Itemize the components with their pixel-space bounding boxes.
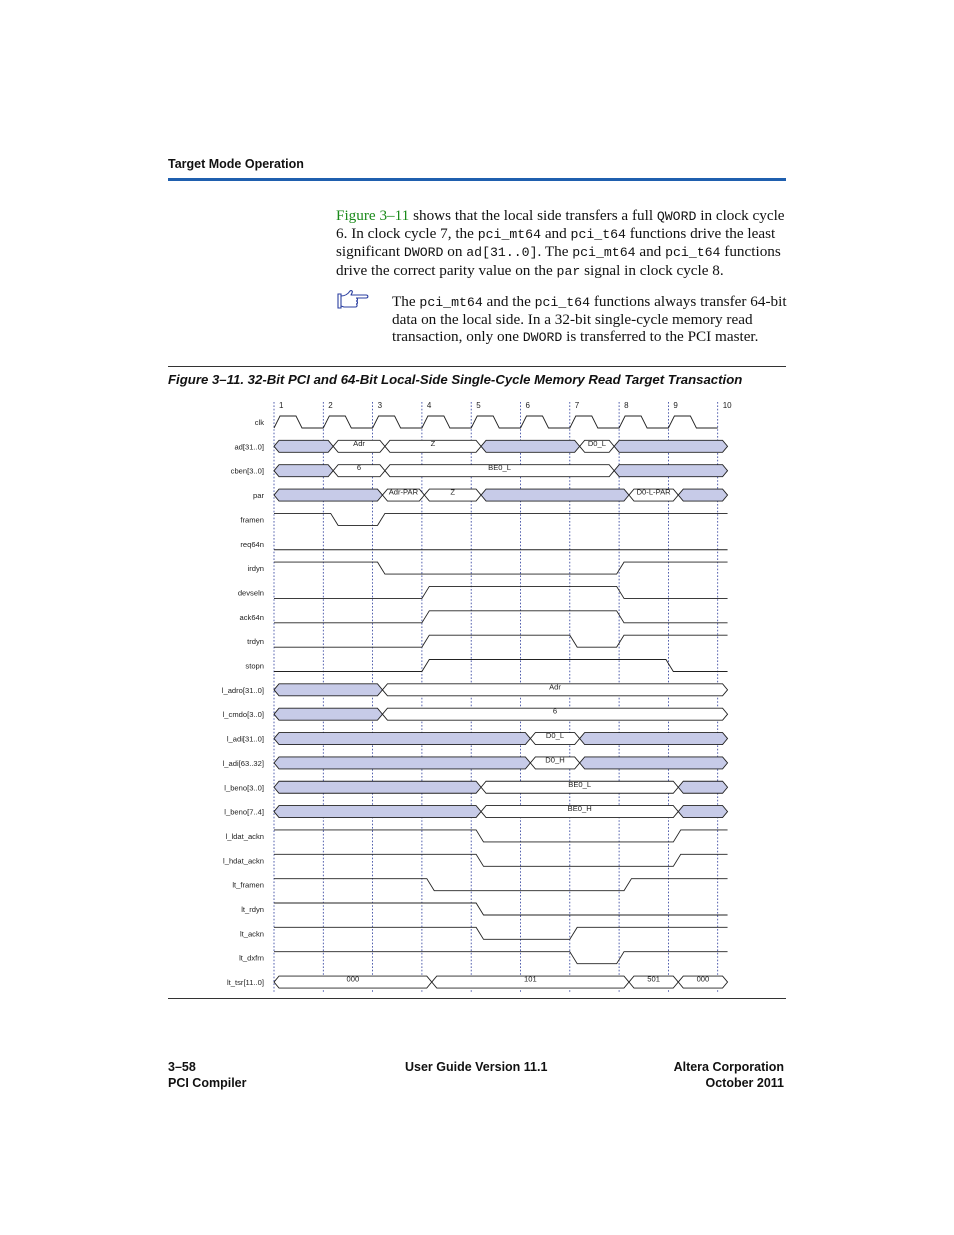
signal-label-trdyn: trdyn [247,637,264,647]
wave-l-ldat-ackn [274,830,728,842]
bus-value-l-beno-7-4: BE0_H [567,804,592,814]
bus-segment-cben-3-0 [614,465,727,477]
figure-title: Figure 3–11. 32-Bit PCI and 64-Bit Local-Side Single-Cycle Memory Read Target Transaction [168,372,743,387]
footer-left [168,1060,247,1091]
bus-segment-l-beno-3-0 [274,781,481,793]
bus-segment-par [481,489,629,501]
signal-label-cben-3-0: cben[3..0] [230,466,264,476]
bus-segment-ad-31-0 [614,440,727,452]
signal-label-devseln: devseln [237,588,264,598]
signal-label-l-adi-63-32: l_adi[63..32] [222,758,264,768]
bus-value-l-cmdo-3-0: 6 [552,706,558,716]
bus-value-l-beno-3-0: BE0_L [568,779,592,789]
clock-label: 4 [426,401,432,410]
bus-segment-par [274,489,382,501]
wave-lt-dxfrn [274,952,728,964]
clock-label: 8 [624,401,629,410]
signal-label-lt-rdyn: lt_rdyn [241,905,264,914]
wave-devseln [274,586,728,598]
page-number: 3–58 [168,1060,196,1074]
bus-segment-l-cmdo-3-0 [274,708,382,720]
footer-right [600,1060,784,1091]
clock-label: 5 [476,401,481,410]
signal-label-framen: framen [240,515,264,525]
bus-value-l-adi-63-32: D0_H [545,755,565,765]
bus-value-ad-31-0: Z [430,438,436,448]
bus-value-ad-31-0: D0_L [587,438,606,448]
clock-label: 1 [279,401,284,410]
body-paragraph: Figure 3–11 shows that the local side transfers a full QWORD in clock cycle 6. In clock cycle 7, the pci_mt64 and pci_t64 functions drive the least significant DWORD on ad[31..0]. The pci_mt64 and pci_t64 functions drive the correct parity value on the par signal in clock cycle 8. [336,207,785,279]
figure-link[interactable]: Figure 3–11 [336,207,410,224]
signal-label-l-beno-7-4: l_beno[7..4] [224,807,264,817]
product-name: PCI Compiler [168,1075,247,1090]
signal-label-req64n: req64n [240,539,264,549]
signal-label-stopn: stopn [245,661,264,671]
bus-segment-ad-31-0 [481,440,580,452]
clock-label: 3 [377,401,383,410]
signal-label-ad-31-0: ad[31..0] [234,442,264,452]
signal-label-l-hdat-ackn: l_hdat_ackn [223,856,264,866]
bus-value-par: D0-L-PAR [636,487,671,497]
footer-version: User Guide Version 11.1 [405,1060,548,1074]
bus-segment-l-beno-7-4 [678,806,727,818]
publish-date: October 2011 [705,1075,784,1090]
wave-ack64n [274,611,728,623]
bus-segment-l-adi-63-32 [580,757,728,769]
signal-label-l-ldat-ackn: l_ldat_ackn [225,831,264,841]
signal-label-irdyn: irdyn [247,564,264,574]
bus-segment-l-beno-3-0 [678,781,727,793]
clock-label: 9 [673,401,678,410]
signal-label-lt-ackn: lt_ackn [239,929,264,939]
bus-segment-ad-31-0 [274,440,333,452]
bus-value-ad-31-0: Adr [353,438,365,448]
signal-label-l-beno-3-0: l_beno[3..0] [224,783,264,793]
clock-label: 7 [574,401,580,410]
signal-label-clk: clk [254,418,264,427]
wave-lt-rdyn [274,903,728,915]
wave-framen [274,513,728,525]
signal-label-l-cmdo-3-0: l_cmdo[3..0] [222,710,264,720]
wave-irdyn [274,562,728,574]
wave-stopn [274,660,728,672]
signal-label-ack64n: ack64n [239,612,264,622]
clock-label: 6 [525,401,530,410]
clock-label: 2 [328,401,333,410]
bus-segment-l-adro-31-0 [274,684,382,696]
bus-value-l-adro-31-0: Adr [549,682,561,692]
bus-value-lt-tsr-11-0: 000 [346,974,360,984]
bus-value-lt-tsr-11-0: 000 [696,974,710,984]
clock-label: 10 [722,401,732,410]
bus-value-cben-3-0: BE0_L [488,463,511,473]
bus-segment-l-beno-7-4 [274,806,481,818]
bus-value-l-adi-31-0: D0_L [545,731,565,741]
signal-label-lt-dxfrn: lt_dxfrn [239,953,264,963]
running-header: Target Mode Operation [168,157,304,171]
signal-label-lt-tsr-11-0: lt_tsr[11..0] [226,978,264,988]
bus-segment-l-adi-31-0 [580,733,728,745]
figure-rule-bottom [168,998,786,999]
bus-segment-l-adi-31-0 [274,733,530,745]
wave-l-hdat-ackn [274,854,728,866]
wave-lt-framen [274,879,728,891]
signal-label-par: par [253,491,264,501]
bus-segment-cben-3-0 [274,465,333,477]
wave-clk [274,416,718,428]
bus-segment-l-adi-63-32 [274,757,530,769]
wave-lt-ackn [274,927,728,939]
note-paragraph: The pci_mt64 and the pci_t64 functions always transfer 64-bit data on the local side. In a 32-bit single-cycle memory read transaction, only one DWORD is transferred to the PCI master. [392,293,787,346]
signal-label-lt-framen: lt_framen [232,880,264,890]
bus-value-lt-tsr-11-0: 501 [647,974,660,984]
bus-value-lt-tsr-11-0: 101 [524,974,537,984]
signal-label-l-adro-31-0: l_adro[31..0] [221,685,264,695]
bus-value-par: Z [450,487,456,497]
bus-value-par: Adr-PAR [388,487,419,497]
wave-trdyn [274,635,728,647]
signal-label-l-adi-31-0: l_adi[31..0] [226,734,264,744]
bus-value-cben-3-0: 6 [356,463,362,473]
bus-segment-par [678,489,727,501]
company-name: Altera Corporation [673,1060,784,1074]
